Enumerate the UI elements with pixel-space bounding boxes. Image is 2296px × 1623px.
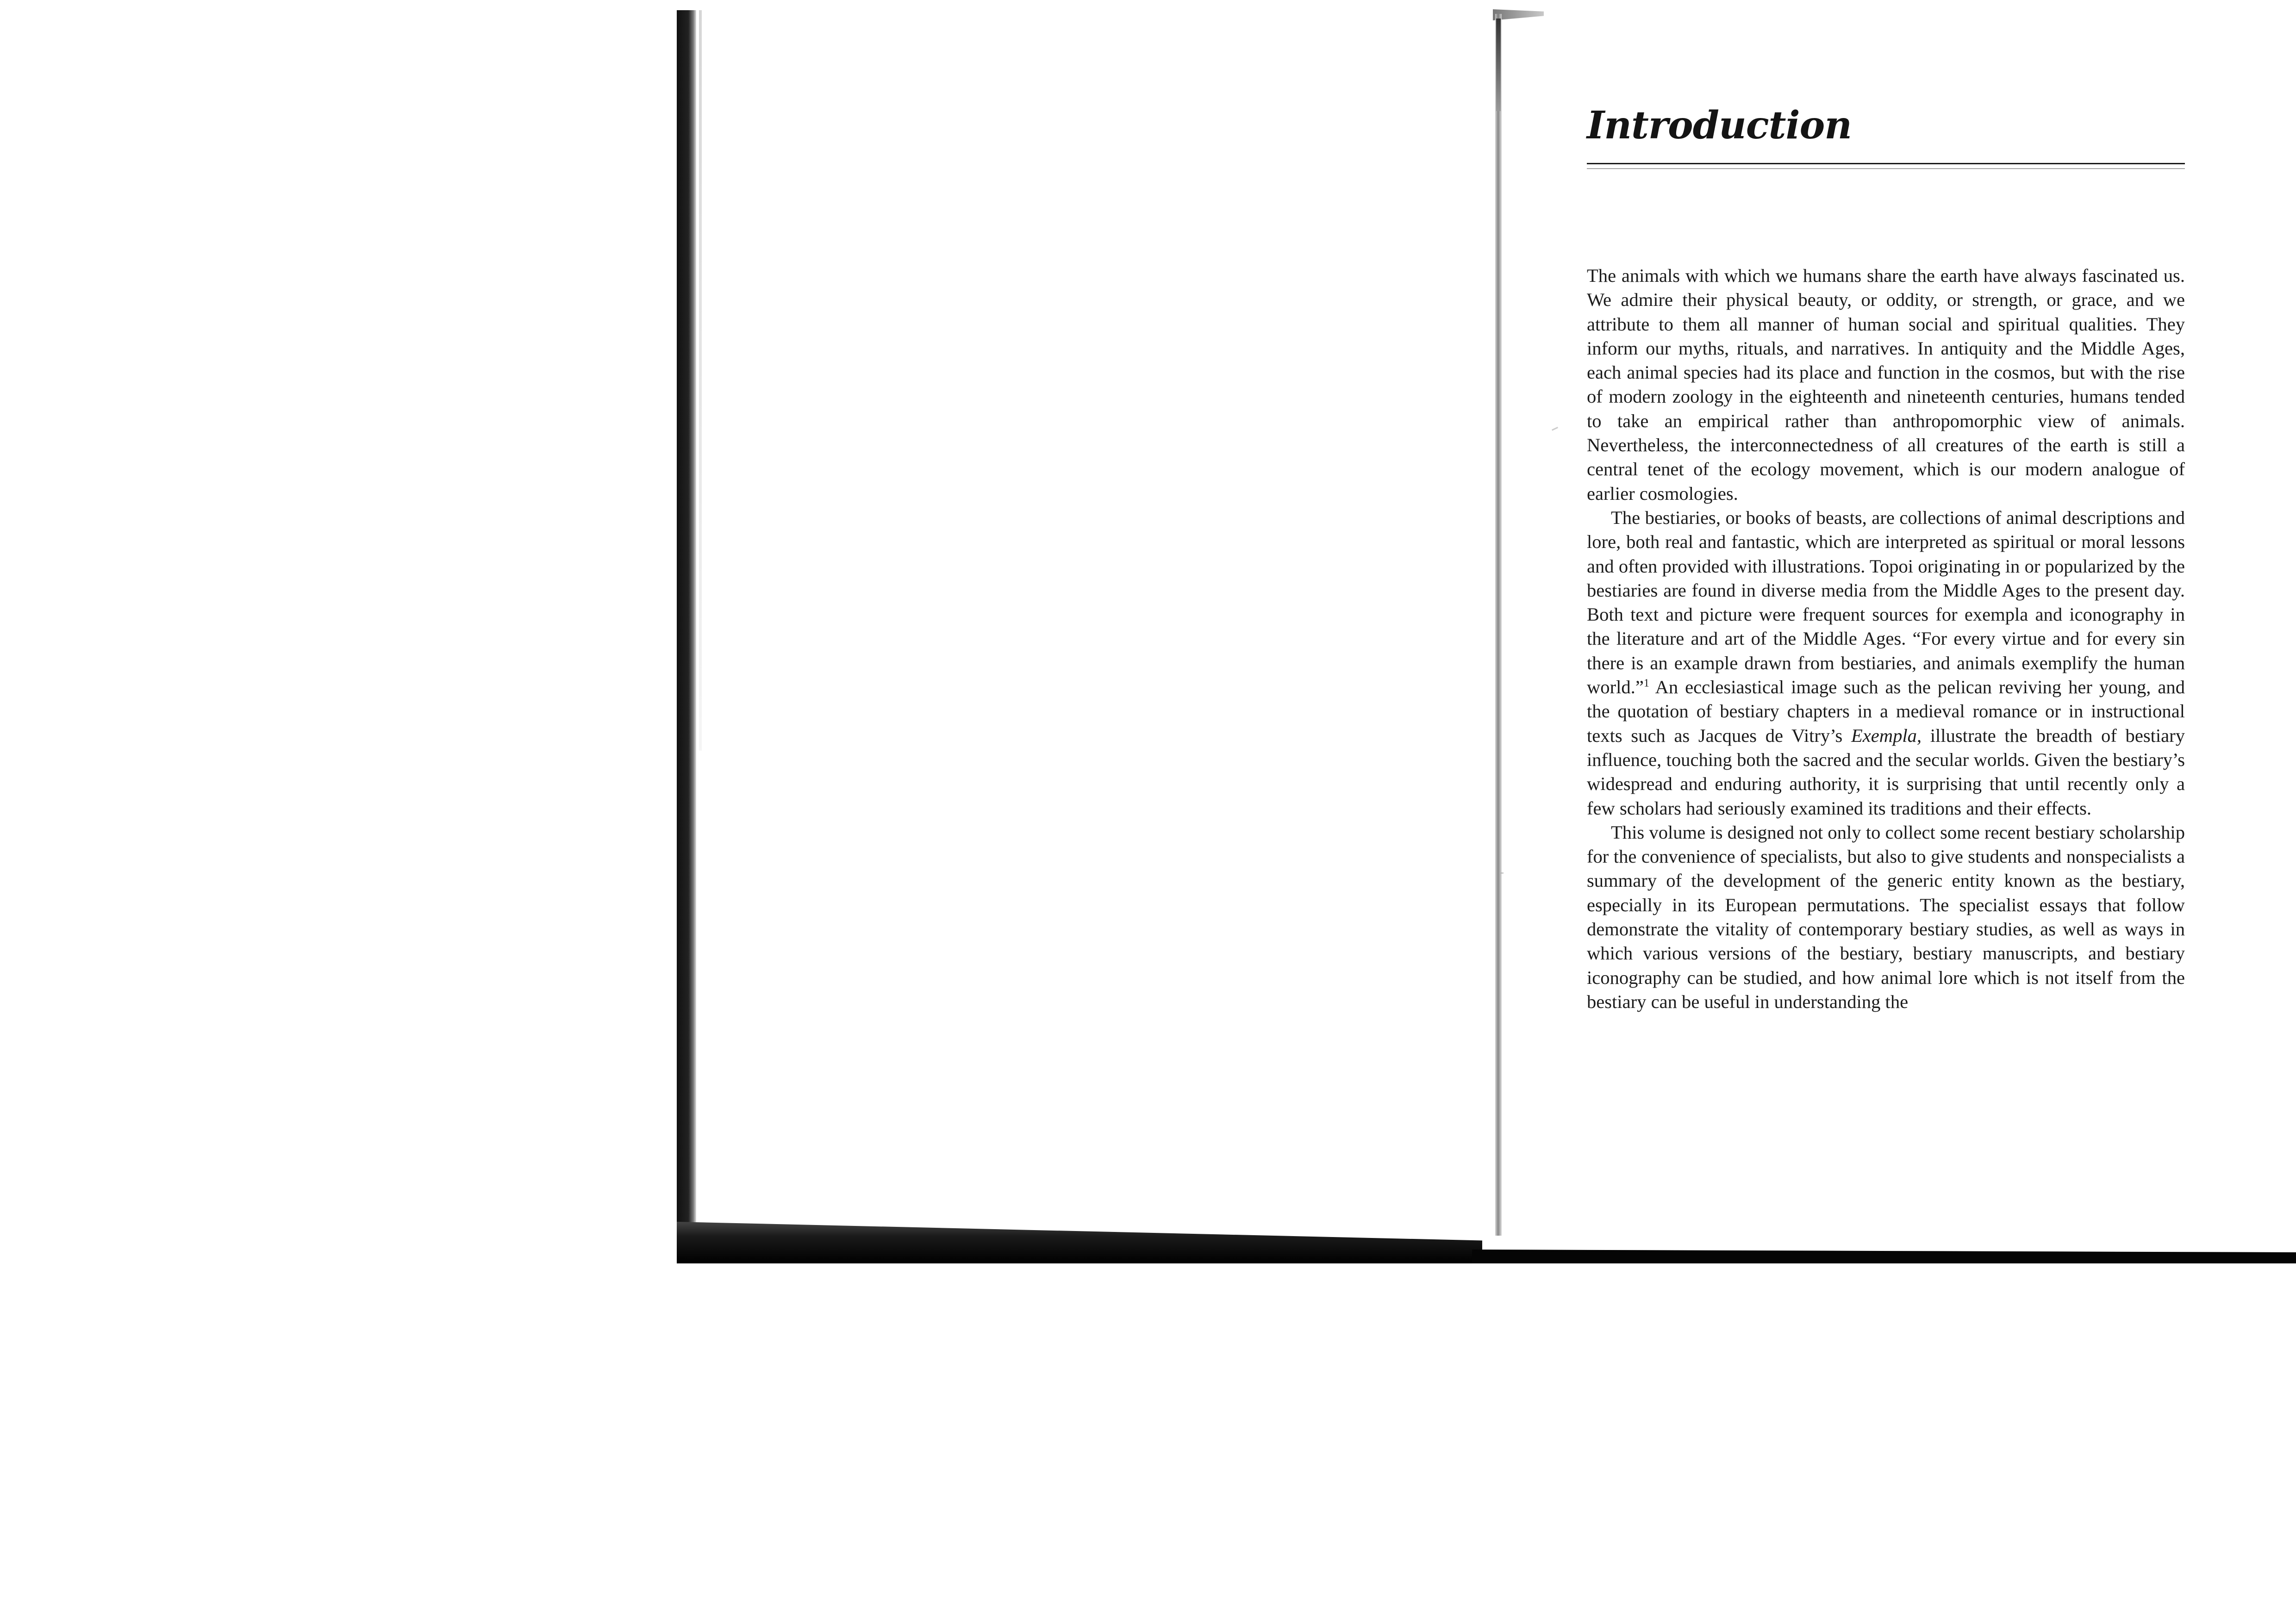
- chapter-title: Introduction: [1587, 103, 1852, 148]
- text-run: An ecclesiastical image such as the pelican reviving her young, and the quotation of bestiary chapters in a medieval romance or in instructional texts such as Jacques de Vitry’s: [1587, 677, 2185, 746]
- scan-speck: [1552, 427, 1558, 431]
- italic-text: Exempla,: [1851, 725, 1922, 746]
- title-double-rule: [1587, 163, 2185, 169]
- paragraph-1: [1587, 264, 2185, 506]
- scan-speck: [1501, 872, 1504, 874]
- left-page-edge-highlight: [699, 10, 702, 751]
- left-page-edge-shadow: [677, 10, 696, 1237]
- text-run: The animals with which we humans share the earth have always fascinated us. We admire their physical beauty, or oddity, or strength, or grace, and we attribute to them all manner of human social and spiritual qualities. They inform our myths, rituals, and narratives. In antiquity and the Middle Ages, each animal species had its place and function in the cosmos, but with the rise of modern zoology in the eighteenth and nineteenth centuries, humans tended to take an empirical rather than anthropomorphic view of animals. Nevertheless, the interconnectedness of all creatures of the earth is still a central tenet of the ecology movement, which is our modern analogue of earlier cosmologies.: [1587, 265, 2185, 504]
- footnote-marker: 1: [1643, 677, 1649, 690]
- body-text: [1587, 264, 2185, 1014]
- paragraph-2: [1587, 506, 2185, 821]
- paragraph-3: [1587, 821, 2185, 1014]
- bottom-book-edge-right: [1472, 1245, 2296, 1263]
- right-page: [1587, 103, 2185, 1014]
- text-run: The bestiaries, or books of beasts, are collections of animal descriptions and lore, both real and fantastic, which are interpreted as spiritual or moral lessons and often provided with illustrations. Topoi originating in or popularized by the bestiaries are found in diverse media from the Middle Ages to the present day. Both text and picture were frequent sources for exempla and iconography in the literature and art of the Middle Ages. “For every virtue and for every sin there is an example drawn from bestiaries, and animals exemplify the human world.”: [1587, 507, 2185, 698]
- text-run: illustrate the breadth of bestiary influence, touching both the sacred and the secular worlds. Given the bestiary’s widespread and enduring authority, it is surprising that until recently only a few scholars had seriously examined its traditions and their effects.: [1587, 725, 2185, 819]
- bottom-book-edge-left: [677, 1222, 1482, 1263]
- gutter-dark-top: [1496, 19, 1501, 111]
- book-gutter: [1495, 14, 1502, 1236]
- text-run: This volume is designed not only to collect some recent bestiary scholarship for the convenience of specialists, but also to give students and nonspecialists a summary of the development of the generic entity known as the bestiary, especially in its European permutations. The specialist essays that follow demonstrate the vitality of contemporary bestiary studies, as well as ways in which various versions of the bestiary, bestiary manuscripts, and bestiary iconography can be studied, and how animal lore which is not itself from the bestiary can be useful in understanding the: [1587, 821, 2185, 1012]
